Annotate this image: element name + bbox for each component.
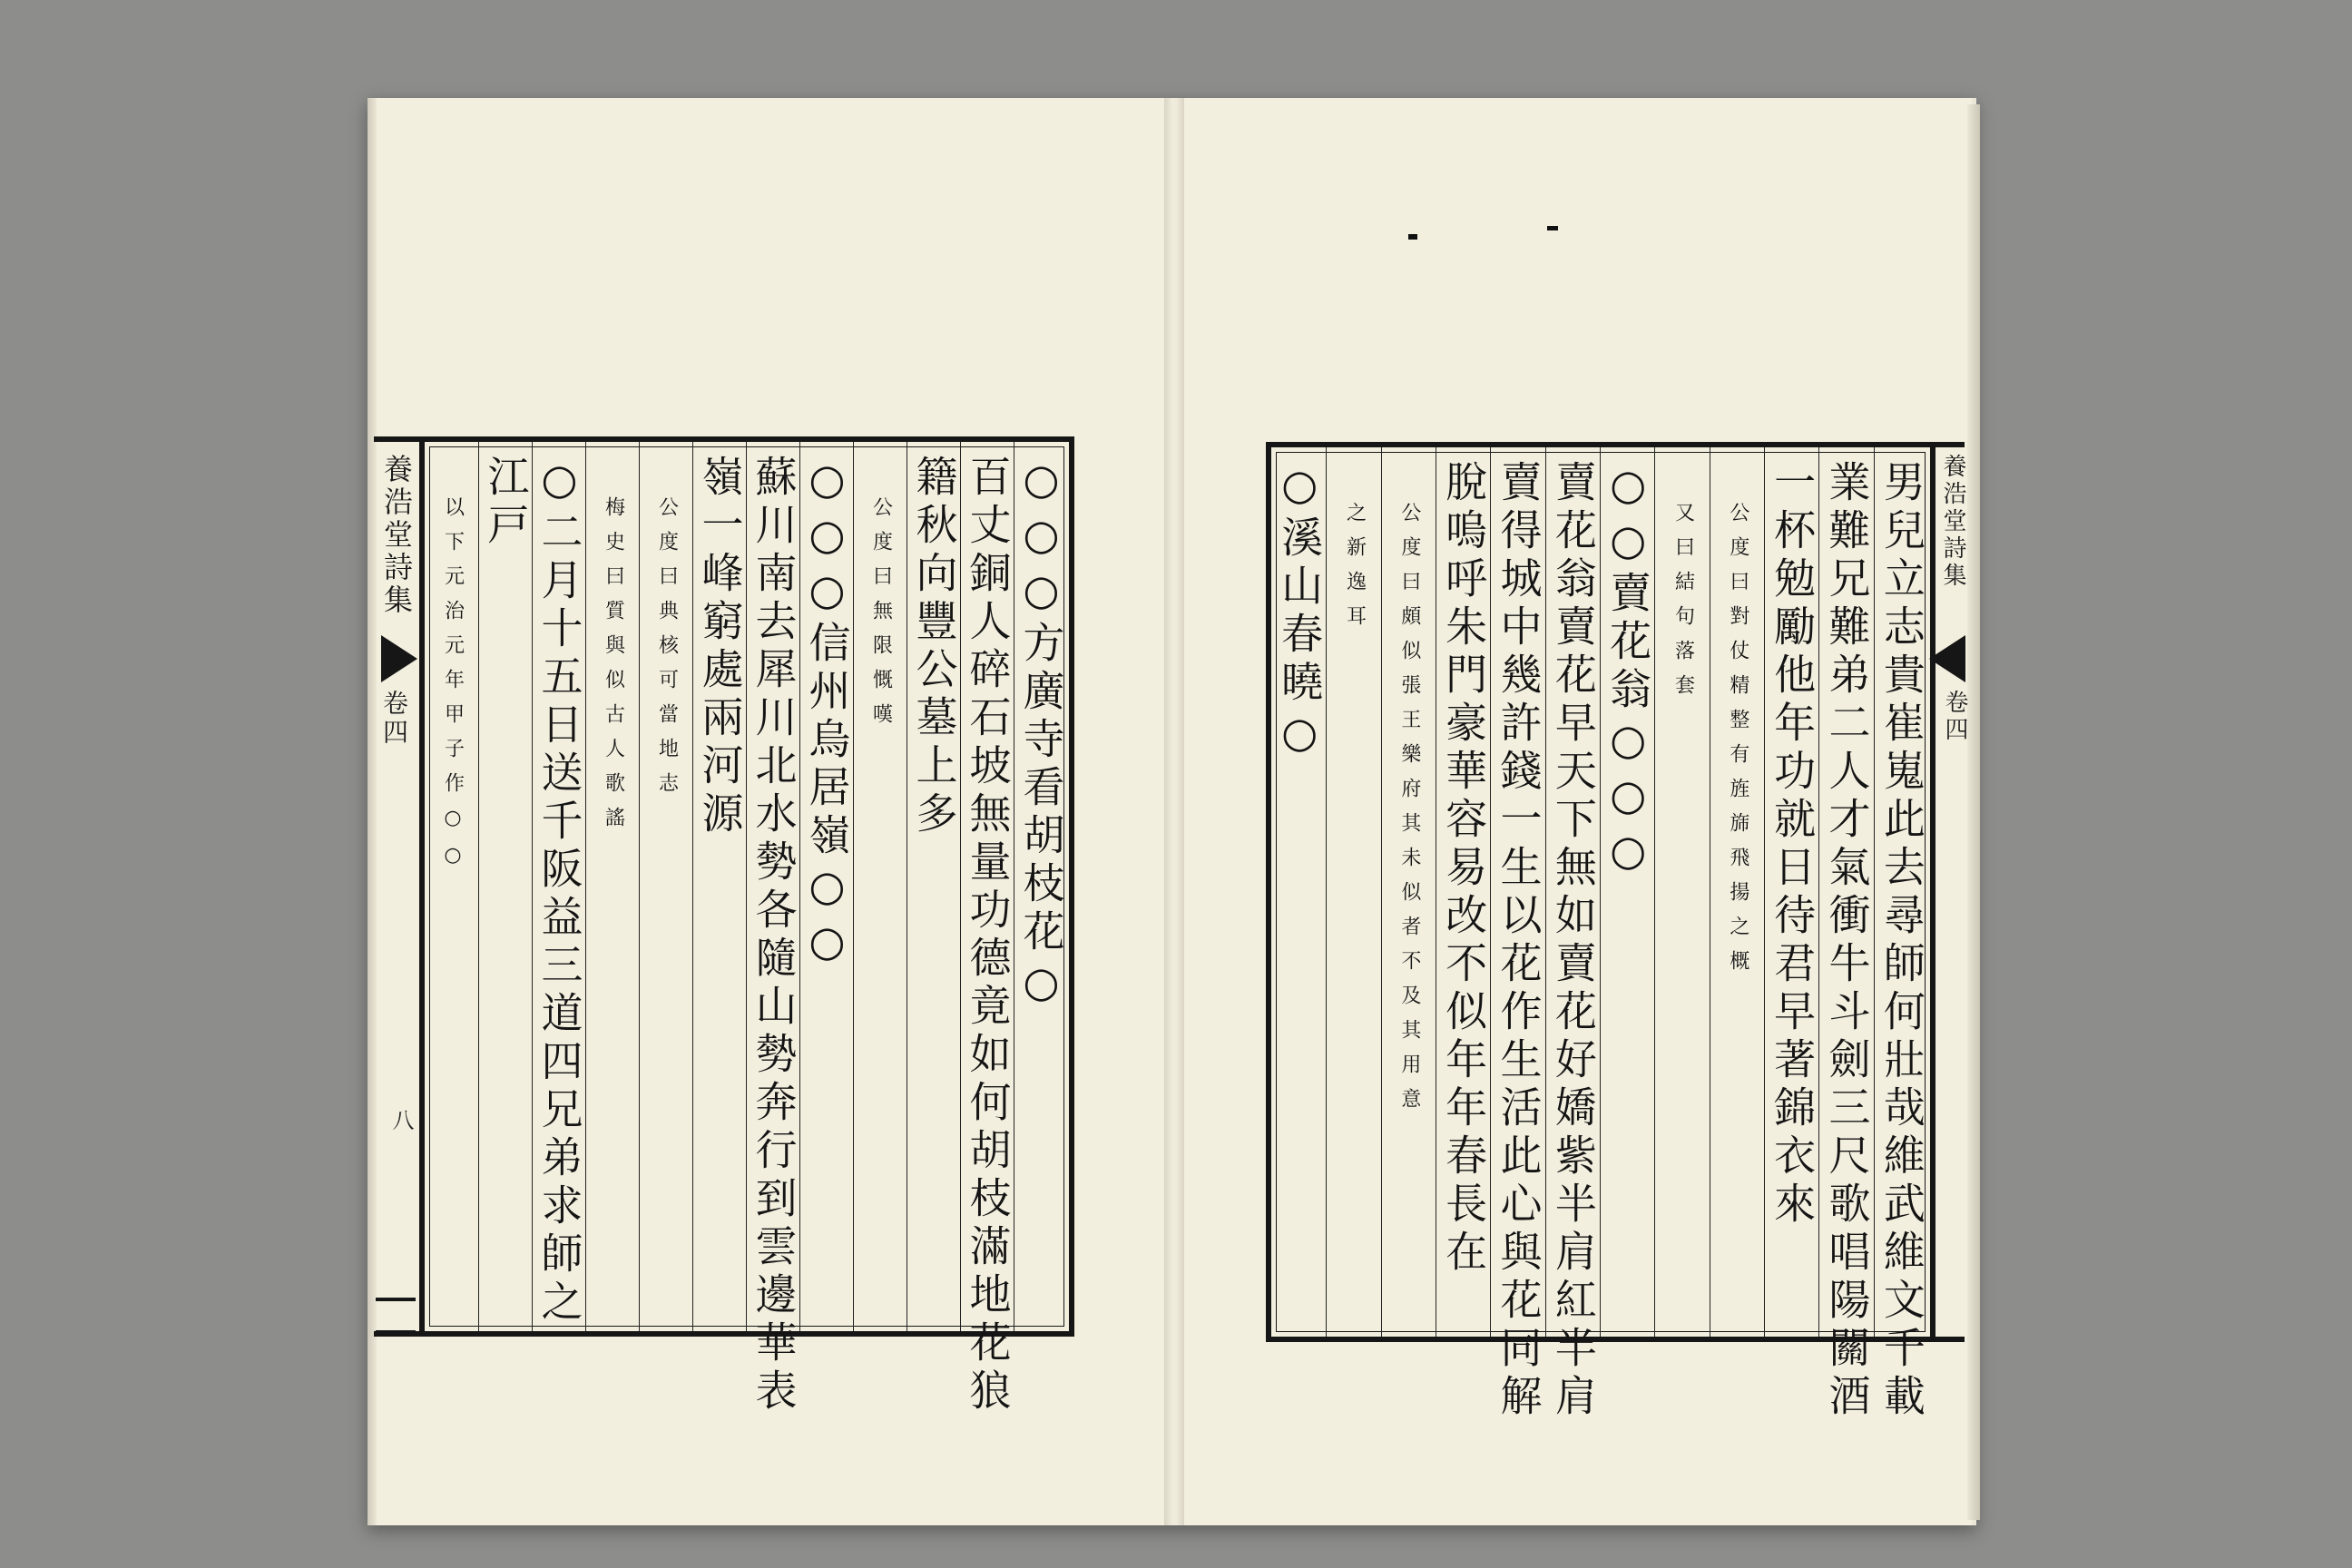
- text-column: 籍秋向豐公墓上多: [909, 455, 959, 839]
- text-column: ○○○方廣寺看胡枝花○: [1016, 455, 1066, 1013]
- commentary-column: 又曰結句落套: [1671, 502, 1695, 709]
- right-banner-volume: 卷四: [1941, 690, 1968, 744]
- column-rule: [1381, 447, 1382, 1337]
- text-column: 業難兄難弟二人才氣衝牛斗劍三尺歌唱陽關酒: [1822, 460, 1872, 1422]
- commentary-column: 公度曰無限慨嘆: [869, 496, 893, 738]
- column-rule: [639, 442, 640, 1331]
- column-rule: [799, 442, 800, 1331]
- text-column: 賣得城中幾許錢一生以花作生活此心與花同解: [1494, 460, 1544, 1422]
- text-column: 嶺一峰窮處兩河源: [695, 455, 745, 839]
- commentary-column: 之新逸耳: [1343, 502, 1367, 640]
- text-column: 百丈銅人碎石坡無量功德竟如何胡枝滿地花狼: [963, 455, 1013, 1416]
- column-rule: [1764, 447, 1765, 1337]
- column-rule: [478, 442, 479, 1331]
- text-column: ○○賣花翁○○○: [1603, 460, 1653, 881]
- column-rule: [692, 442, 693, 1331]
- commentary-column: 梅史曰質與似古人歌謠: [602, 496, 625, 841]
- column-rule: [853, 442, 854, 1331]
- column-rule: [585, 442, 586, 1331]
- commentary-column: 公度曰對仗精整有旌旆飛揚之概: [1726, 502, 1749, 985]
- text-column: 賣花翁賣花早天下無如賣花好嬌紫半肩紅半肩: [1548, 460, 1598, 1422]
- left-banner-volume: 卷四: [379, 690, 409, 748]
- column-rule: [1874, 447, 1875, 1337]
- text-column: ○○○信州烏居嶺○○: [802, 455, 852, 972]
- column-rule: [1600, 447, 1601, 1337]
- column-rule: [1490, 447, 1491, 1337]
- column-rule: [1326, 447, 1327, 1337]
- right-banner-title: 養浩堂詩集: [1939, 454, 1966, 590]
- book-edge-right: [1967, 104, 1980, 1520]
- book-gutter: [1164, 98, 1184, 1525]
- ink-spot: [1408, 234, 1417, 240]
- ink-spot: [1547, 226, 1558, 230]
- text-column: 一杯勉勵他年功就日待君早著錦衣來: [1768, 460, 1818, 1230]
- commentary-column: 以下元治元年甲子作○○: [441, 496, 465, 881]
- column-rule: [906, 442, 907, 1331]
- text-column: 蘇川南去犀川北水勢各隨山勢奔行到雲邊華表: [749, 455, 799, 1416]
- commentary-column: 公度曰典核可當地志: [655, 496, 679, 807]
- text-column: 男兒立志貴崔嵬此去尋師何壯哉維武維文千載: [1877, 460, 1926, 1422]
- left-text-frame: [419, 436, 1074, 1416]
- column-rule: [532, 442, 533, 1331]
- left-page-number: 八: [388, 1109, 414, 1131]
- column-rule: [960, 442, 961, 1331]
- commentary-column: 公度曰頗似張王樂府其未似者不及其用意: [1397, 502, 1421, 1122]
- text-column: 江戸: [481, 455, 531, 551]
- column-rule: [1545, 447, 1546, 1337]
- column-rule: [1818, 447, 1819, 1337]
- column-rule: [1654, 447, 1655, 1337]
- column-rule: [746, 442, 747, 1331]
- left-bottom-mark: [376, 1298, 416, 1334]
- left-fish-tail-mark: [381, 635, 417, 682]
- left-banner-title: 養浩堂詩集: [379, 454, 414, 617]
- text-column: 脫嗚呼朱門豪華容易改不似年年春長在: [1439, 460, 1489, 1278]
- text-column: ○二月十五日送千阪益三道四兄弟求師之: [534, 455, 584, 1328]
- right-fish-tail-mark: [1929, 635, 1965, 682]
- text-column: ○溪山春曉○: [1275, 460, 1325, 763]
- right-text-frame: [1266, 442, 1936, 1422]
